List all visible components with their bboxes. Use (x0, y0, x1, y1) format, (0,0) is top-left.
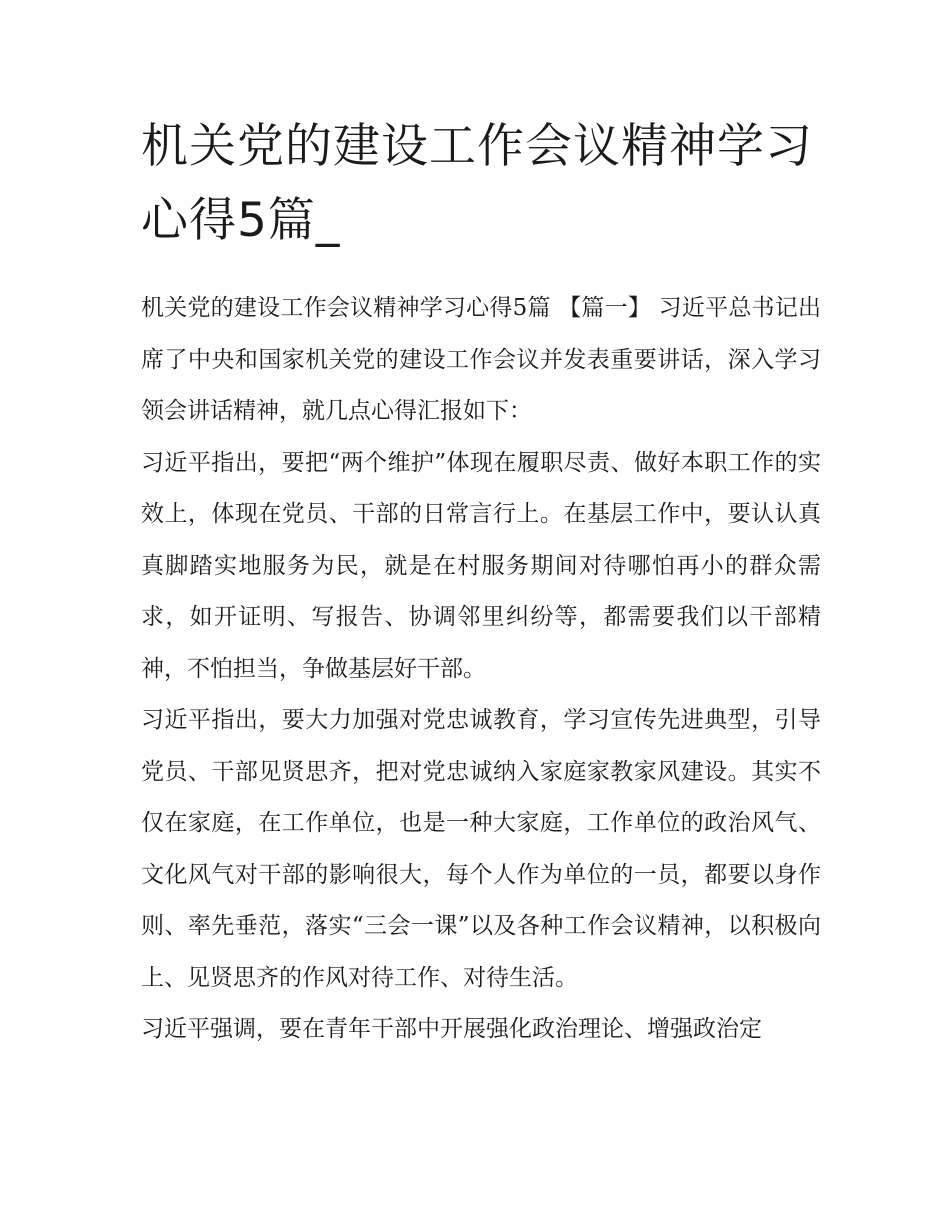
document-page (141, 110, 821, 1056)
document-title: 机关党的建设工作会议精神学习心得5篇_ (141, 119, 813, 248)
paragraph-intro: 机关党的建设工作会议精神学习心得5篇 【篇一】 习近平总书记出席了中央和国家机关党的建设工作会议并发表重要讲话，深入学习领会讲话精神，就几点心得汇报如下： (141, 295, 821, 424)
paragraph-loyalty-education: 习近平指出，要大力加强对党忠诚教育，学习宣传先进典型，引导党员、干部见贤思齐，把对党忠诚纳入家庭家教家风建设。其实不仅在家庭，在工作单位，也是一种大家庭，工作单位的政治风气、文化风气对干部的影响很大，每个人作为单位的一员，都要以身作则、率先垂范，落实“三会一课”以及各种工作会议精神，以积极向上、见贤思齐的作风对待工作、对待生活。 (141, 707, 821, 991)
paragraph-young-cadres: 习近平强调，要在青年干部中开展强化政治理论、增强政治定 (141, 1016, 762, 1042)
document-body (141, 283, 821, 1056)
paragraph-two-maintenances: 习近平指出，要把“两个维护”体现在履职尽责、做好本职工作的实效上，体现在党员、干部的日常言行上。在基层工作中，要认认真真脚踏实地服务为民，就是在村服务期间对待哪怕再小的群众需求，如开证明、写报告、协调邻里纠纷等，都需要我们以干部精神，不怕担当，争做基层好干部。 (141, 449, 821, 682)
